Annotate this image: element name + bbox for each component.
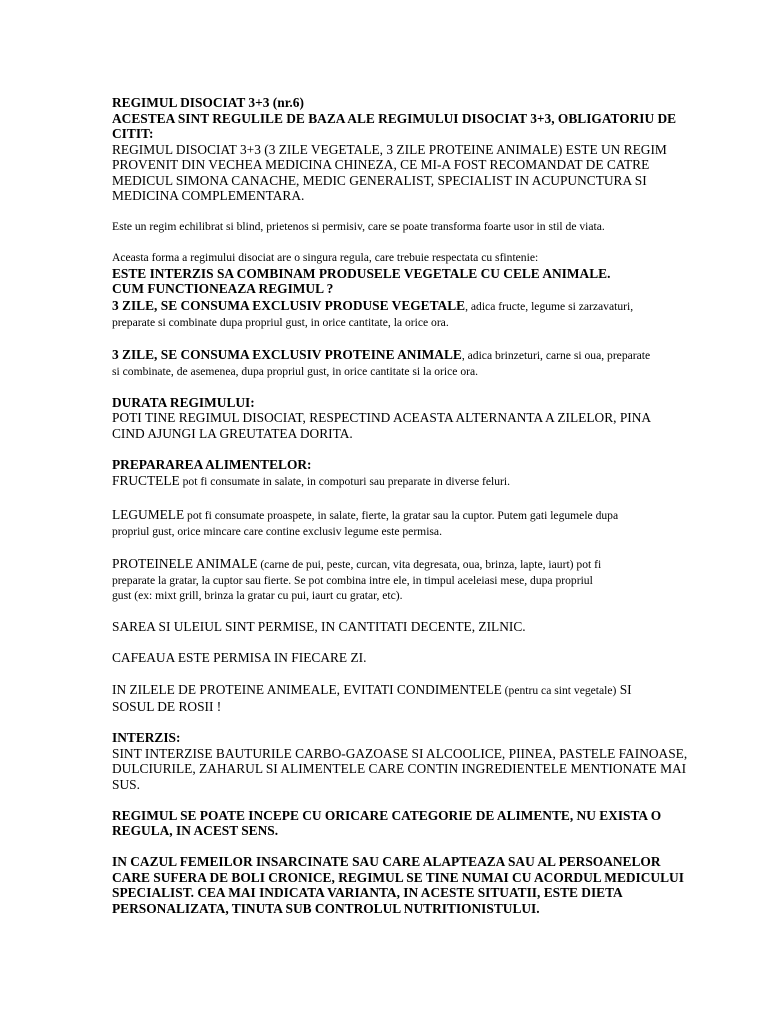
start-line-2: REGULA, IN ACEST SENS. [112, 823, 279, 838]
vegetable-days-bold: 3 ZILE, SE CONSUMA EXCLUSIV PRODUSE VEGETALE [112, 297, 466, 313]
spacer [112, 666, 652, 682]
spacer [112, 441, 652, 457]
fruits-caps: FRUCTELE [112, 473, 180, 488]
proteins-caps: PROTEINELE ANIMALE [112, 555, 258, 571]
condiments-and: SI [616, 682, 632, 697]
protein-days-bold: 3 ZILE, SE CONSUMA EXCLUSIV PROTEINE ANIMALE [112, 346, 462, 362]
document-page [112, 95, 688, 916]
condiments-note: (pentru ca sint vegetale) [501, 684, 617, 697]
spacer [112, 635, 652, 651]
vegetable-days-line-1 [112, 297, 652, 315]
proteins-line-2: preparate la gratar, la cuptor sau fierte. Se pot combina intre ele, in timpul aceleiasi mese, dupa propriul [112, 573, 593, 587]
protein-days-line-1 [112, 346, 652, 364]
vegetables-line-2: propriul gust, orice mincare care contine exclusiv legume este permisa. [112, 524, 442, 538]
vegetables-line-1 [112, 506, 652, 524]
caution-line-3: SPECIALIST. CEA MAI INDICATA VARIANTA, IN ACESTE SITUATII, ESTE DIETA [112, 885, 623, 900]
spacer [112, 792, 652, 808]
caution-line-4: PERSONALIZATA, TINUTA SUB CONTROLUL NUTRITIONISTULUI. [112, 900, 540, 916]
proteins-line-3: gust (ex: mixt grill, brinza la gratar cu pui, iaurt cu gratar, etc). [112, 589, 403, 602]
duration-line-1: POTI TINE REGIMUL DISOCIAT, RESPECTIND ACEASTA ALTERNANTA A ZILELOR, PINA [112, 410, 652, 425]
spacer [112, 539, 652, 555]
balanced-paragraph: Este un regim echilibrat si blind, prietenos si permisiv, care se poate transforma foarte usor in stil de viata. [112, 220, 605, 233]
rules-heading-line-1: ACESTEA SINT REGULILE DE BAZA ALE REGIMULUI DISOCIAT 3+3, OBLIGATORIU DE [112, 110, 677, 126]
preparation-heading: PREPARAREA ALIMENTELOR: [112, 456, 312, 472]
forbidden-heading: INTERZIS: [112, 730, 181, 745]
spacer [112, 379, 652, 395]
intro-line-4: MEDICINA COMPLEMENTARA. [112, 188, 305, 203]
duration-line-2: CIND AJUNGI LA GREUTATEA DORITA. [112, 425, 353, 441]
forbidden-line-2: DULCIURILE, ZAHARUL SI ALIMENTELE CARE CONTIN INGREDIENTELE MENTIONATE MAI [112, 761, 687, 776]
protein-days-condiments-line-2: SOSUL DE ROSII ! [112, 699, 222, 714]
protein-days-condiments-line-1 [112, 681, 652, 699]
spacer [112, 839, 652, 855]
fruits-paragraph [112, 472, 652, 490]
start-line-1: REGIMUL SE POATE INCEPE CU ORICARE CATEGORIE DE ALIMENTE, NU EXISTA O [112, 807, 662, 823]
duration-heading: DURATA REGIMULUI: [112, 394, 255, 410]
forbidden-line-1: SINT INTERZISE BAUTURILE CARBO-GAZOASE SI ALCOOLICE, PIINEA, PASTELE FAINOASE, [112, 745, 688, 761]
salt-oil-paragraph: SAREA SI ULEIUL SINT PERMISE, IN CANTITATI DECENTE, ZILNIC. [112, 619, 526, 634]
vegetables-detail: pot fi consumate proaspete, in salate, fierte, la gratar sau la cuptor. Putem gati legumele dupa [184, 508, 619, 522]
spacer [112, 204, 652, 220]
intro-line-2: PROVENIT DIN VECHEA MEDICINA CHINEZA, CE MI-A FOST RECOMANDAT DE CATRE [112, 157, 650, 172]
rules-heading-line-2: CITIT: [112, 126, 154, 141]
spacer [112, 330, 652, 346]
spacer [112, 490, 652, 506]
condiments-caps: IN ZILELE DE PROTEINE ANIMEALE, EVITATI CONDIMENTELE [112, 682, 502, 697]
fruits-detail: pot fi consumate in salate, in compoturi sau preparate in diverse feluri. [179, 475, 511, 488]
coffee-paragraph: CAFEAUA ESTE PERMISA IN FIECARE ZI. [112, 650, 367, 665]
forbidden-combination-rule: ESTE INTERZIS SA COMBINAM PRODUSELE VEGETALE CU CELE ANIMALE. [112, 265, 611, 281]
spacer [112, 604, 652, 620]
one-rule-paragraph: Aceasta forma a regimului disociat are o singura regula, care trebuie respectata cu sfintenie: [112, 251, 539, 264]
spacer [112, 715, 652, 731]
proteins-line-1 [112, 555, 652, 573]
how-it-works-heading: CUM FUNCTIONEAZA REGIMUL ? [112, 281, 334, 296]
document-title: REGIMUL DISOCIAT 3+3 (nr.6) [112, 95, 304, 110]
proteins-detail: (carne de pui, peste, curcan, vita degresata, oua, brinza, lapte, iaurt) pot fi [257, 557, 602, 571]
vegetable-days-line-2: preparate si combinate dupa propriul gust, in orice cantitate, la orice ora. [112, 315, 449, 329]
protein-days-line-2: si combinate, de asemenea, dupa propriul gust, in orice cantitate si la orice ora. [112, 364, 479, 378]
intro-line-3: MEDICUL SIMONA CANACHE, MEDIC GENERALIST, SPECIALIST IN ACUPUNCTURA SI [112, 172, 647, 188]
caution-line-1: IN CAZUL FEMEILOR INSARCINATE SAU CARE ALAPTEAZA SAU AL PERSOANELOR [112, 854, 661, 869]
protein-days-detail: , adica brinzeturi, carne si oua, preparate [461, 348, 651, 362]
forbidden-line-3: SUS. [112, 776, 140, 792]
spacer [112, 235, 652, 251]
caution-line-2: CARE SUFERA DE BOLI CRONICE, REGIMUL SE TINE NUMAI CU ACORDUL MEDICULUI [112, 869, 684, 885]
intro-line-1: REGIMUL DISOCIAT 3+3 (3 ZILE VEGETALE, 3 ZILE PROTEINE ANIMALE) ESTE UN REGIM [112, 141, 667, 157]
vegetables-caps: LEGUMELE [112, 506, 185, 522]
vegetable-days-detail: , adica fructe, legume si zarzavaturi, [465, 299, 634, 313]
